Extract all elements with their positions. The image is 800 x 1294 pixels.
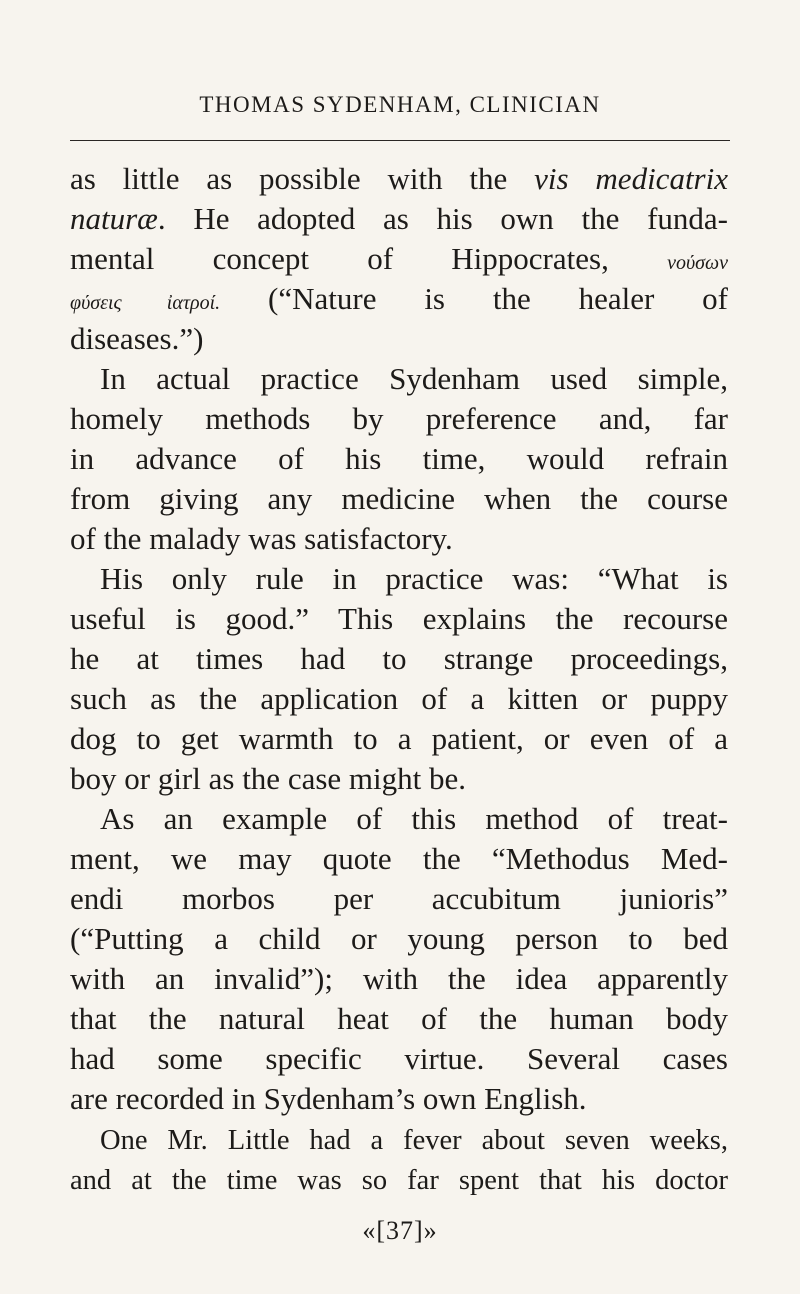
text-segment: as little as possible with the <box>70 161 535 196</box>
text-line: that the natural heat of the human body <box>70 1001 728 1036</box>
text-line: ment, we may quote the “Methodus Med- <box>70 841 728 876</box>
text-line <box>70 239 728 283</box>
latin-phrase: naturæ <box>70 201 158 236</box>
text-segment: mental concept of Hippocrates, <box>70 241 668 276</box>
text-line: from giving any medicine when the course <box>70 481 728 516</box>
text-line: he at times had to strange proceedings, <box>70 641 728 676</box>
paragraph-first-line: In actual practice Sydenham used simple, <box>100 361 728 396</box>
text-line: boy or girl as the case might be. <box>70 761 467 796</box>
paragraph-first-line: One Mr. Little had a fever about seven weeks, <box>100 1125 728 1156</box>
text-line: with an invalid”); with the idea apparently <box>70 961 728 996</box>
text-line: in advance of his time, would refrain <box>70 441 728 476</box>
text-line: and at the time was so far spent that his doctor <box>70 1165 728 1196</box>
text-line: endi morbos per accubitum junioris” <box>70 881 728 916</box>
text-line: such as the application of a kitten or puppy <box>70 681 728 716</box>
text-line: had some specific virtue. Several cases <box>70 1041 728 1076</box>
text-line: useful is good.” This explains the recourse <box>70 601 728 636</box>
greek-phrase: νούσων <box>667 252 728 274</box>
text-line <box>70 159 728 199</box>
running-head: THOMAS SYDENHAM, CLINICIAN <box>199 92 601 117</box>
text-line: diseases.”) <box>70 321 204 356</box>
paragraph-first-line: As an example of this method of treat- <box>100 801 728 836</box>
paragraph-first-line: His only rule in practice was: “What is <box>100 561 728 596</box>
text-line: dog to get warmth to a patient, or even of a <box>70 721 728 756</box>
text-line: are recorded in Sydenham’s own English. <box>70 1081 587 1116</box>
page-number: «[37]» <box>362 1216 438 1245</box>
text-segment: (“Nature is the healer of <box>220 281 729 316</box>
text-line <box>70 199 728 239</box>
text-line: homely methods by preference and, far <box>70 401 728 436</box>
text-line <box>70 279 728 323</box>
header-rule <box>70 140 730 141</box>
greek-phrase: φύσεις ἰατροί. <box>70 292 221 314</box>
text-segment: . He adopted as his own the funda- <box>157 201 728 236</box>
text-line: of the malady was satisfactory. <box>70 521 453 556</box>
text-line: (“Putting a child or young person to bed <box>70 921 728 956</box>
latin-phrase: vis medicatrix <box>534 161 728 196</box>
